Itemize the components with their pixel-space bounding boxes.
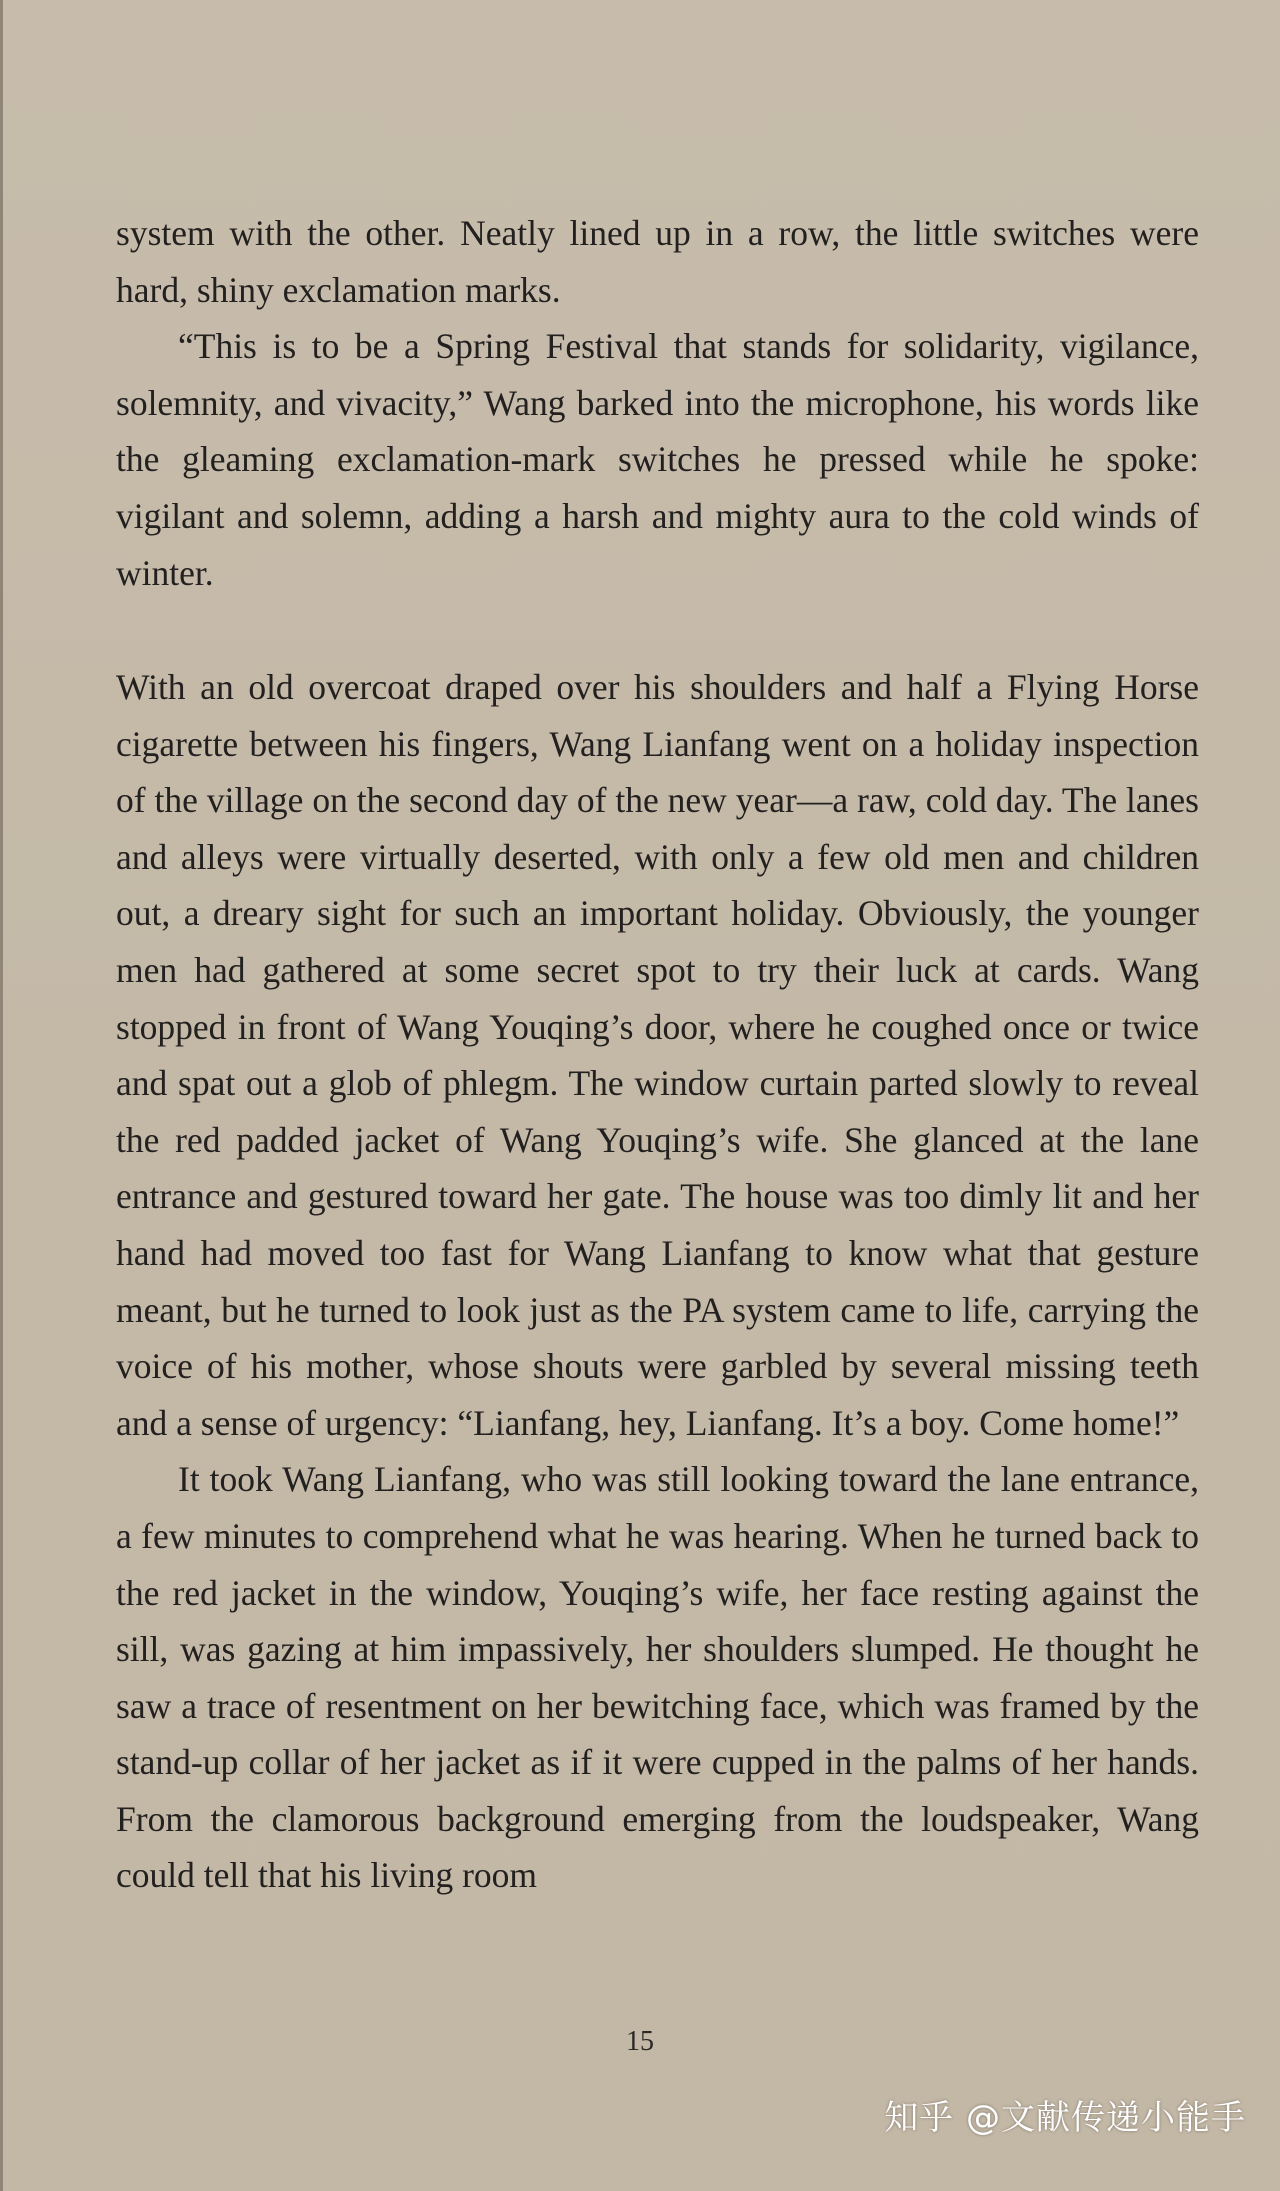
paragraph-inspection: With an old overcoat draped over his shoulders and half a Flying Horse cigarette between his fingers, Wang Lianfang went on a holiday inspection of the village on the second day of the new year—a raw, cold day. The lanes and alleys were virtually deserted, with only a few old men and children out, a dreary sight for such an important holiday. Obviously, the younger men had gathered at some secret spot to try their luck at cards. Wang stopped in front of Wang Youqing’s door, where he coughed once or twice and spat out a glob of phlegm. The window curtain parted slowly to reveal the red padded jacket of Wang Youqing’s wife. She glanced at the lane entrance and gestured toward her gate. The house was too dimly lit and her hand had moved too fast for Wang Lianfang to know what that gesture meant, but he turned to look just as the PA system came to life, carrying the voice of his mother, whose shouts were garbled by several missing teeth and a sense of urgency: “Lianfang, hey, Lianfang. It’s a boy. Come home!” bbox=[116, 667, 1199, 1443]
paragraph-continuation: system with the other. Neatly lined up in a row, the little switches were hard, shiny exclamation marks. bbox=[116, 213, 1199, 310]
watermark: 知乎 @文献传递小能手 bbox=[884, 2098, 1246, 2138]
paragraph-realization: It took Wang Lianfang, who was still looking toward the lane entrance, a few minutes to comprehend what he was hearing. When he turned back to the red jacket in the window, Youqing’s wife, her face resting against the sill, was gazing at him impassively, her shoulders slumped. He thought he saw a trace of resentment on her bewitching face, which was framed by the stand-up collar of her jacket as if it were cupped in the palms of her hands. From the clamorous background emerging from the loudspeaker, Wang could tell that his living room bbox=[116, 1459, 1199, 1896]
text-block-section bbox=[116, 659, 1199, 1904]
page-number: 15 bbox=[626, 2026, 654, 2057]
page-edge-line bbox=[0, 0, 3, 2191]
text-block-top bbox=[116, 205, 1199, 601]
paragraph-speech: “This is to be a Spring Festival that stands for solidarity, vigilance, solemnity, and vivacity,” Wang barked into the microphone, his words like the gleaming exclamation-mark switches he pressed while he spoke: vigilant and solemn, adding a harsh and mighty aura to the cold winds of winter. bbox=[116, 326, 1199, 593]
